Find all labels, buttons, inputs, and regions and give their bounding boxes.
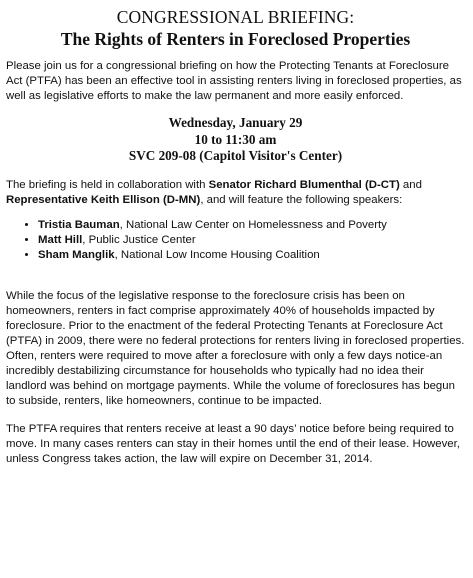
event-location: SVC 209-08 (Capitol Visitor's Center) (128, 148, 343, 163)
speaker-org: , National Low Income Housing Coalition (114, 248, 320, 261)
representative-name: Representative Keith Ellison (D-MN) (6, 193, 201, 206)
speakers-list (6, 218, 465, 263)
speaker-item (38, 218, 465, 233)
collaboration-paragraph (6, 178, 465, 208)
speaker-item (38, 233, 465, 248)
background-paragraph: While the focus of the legislative response to the foreclosure crisis has been on homeowners, renters in fact comprise approximately 40% of households impacted by foreclosure. Prior to the enactment of the federal Protecting Tenants at Foreclosure Act (PTFA) in 2009, there were no federal protections for renters living in foreclosed properties. Often, renters were required to move after a foreclosure with only a few days notice-an incredibly destabilizing circumstance for households who typically had no idea their landlord was behind on mortgage payments. While the volume of foreclosures has begun to subside, renters, like homeowners, continue to be impacted. (6, 289, 465, 407)
ptfa-paragraph: The PTFA requires that renters receive at least a 90 days’ notice before being required to move. In many cases renters can stay in their homes until the end of their lease. However, unless Congress takes action, the law will expire on December 31, 2014. (6, 422, 460, 465)
senator-name: Senator Richard Blumenthal (D-CT) (208, 178, 400, 191)
speaker-org: , National Law Center on Homelessness and Poverty (119, 218, 387, 231)
briefing-title: The Rights of Renters in Foreclosed Properties (60, 29, 411, 49)
event-date: Wednesday, January 29 (168, 115, 303, 130)
speaker-name: Matt Hill (38, 233, 83, 246)
briefing-heading: CONGRESSIONAL BRIEFING: (116, 7, 355, 27)
event-time: 10 to 11:30 am (194, 131, 277, 147)
event-details (6, 115, 465, 165)
speaker-name: Sham Manglik (38, 248, 115, 261)
collab-text-pre: The briefing is held in collaboration with (6, 178, 209, 191)
intro-paragraph: Please join us for a congressional briefing on how the Protecting Tenants at Foreclosure Act (PTFA) has been an effective tool in assisting renters living in foreclosed properties, as well as legislative efforts to make the law permanent and more easily enforced. (6, 60, 462, 102)
collab-text-post: , and will feature the following speakers: (200, 193, 403, 206)
speaker-item (38, 248, 465, 263)
collab-text-mid: and (399, 178, 422, 191)
speaker-name: Tristia Bauman (38, 218, 120, 231)
speaker-org: , Public Justice Center (82, 233, 196, 246)
